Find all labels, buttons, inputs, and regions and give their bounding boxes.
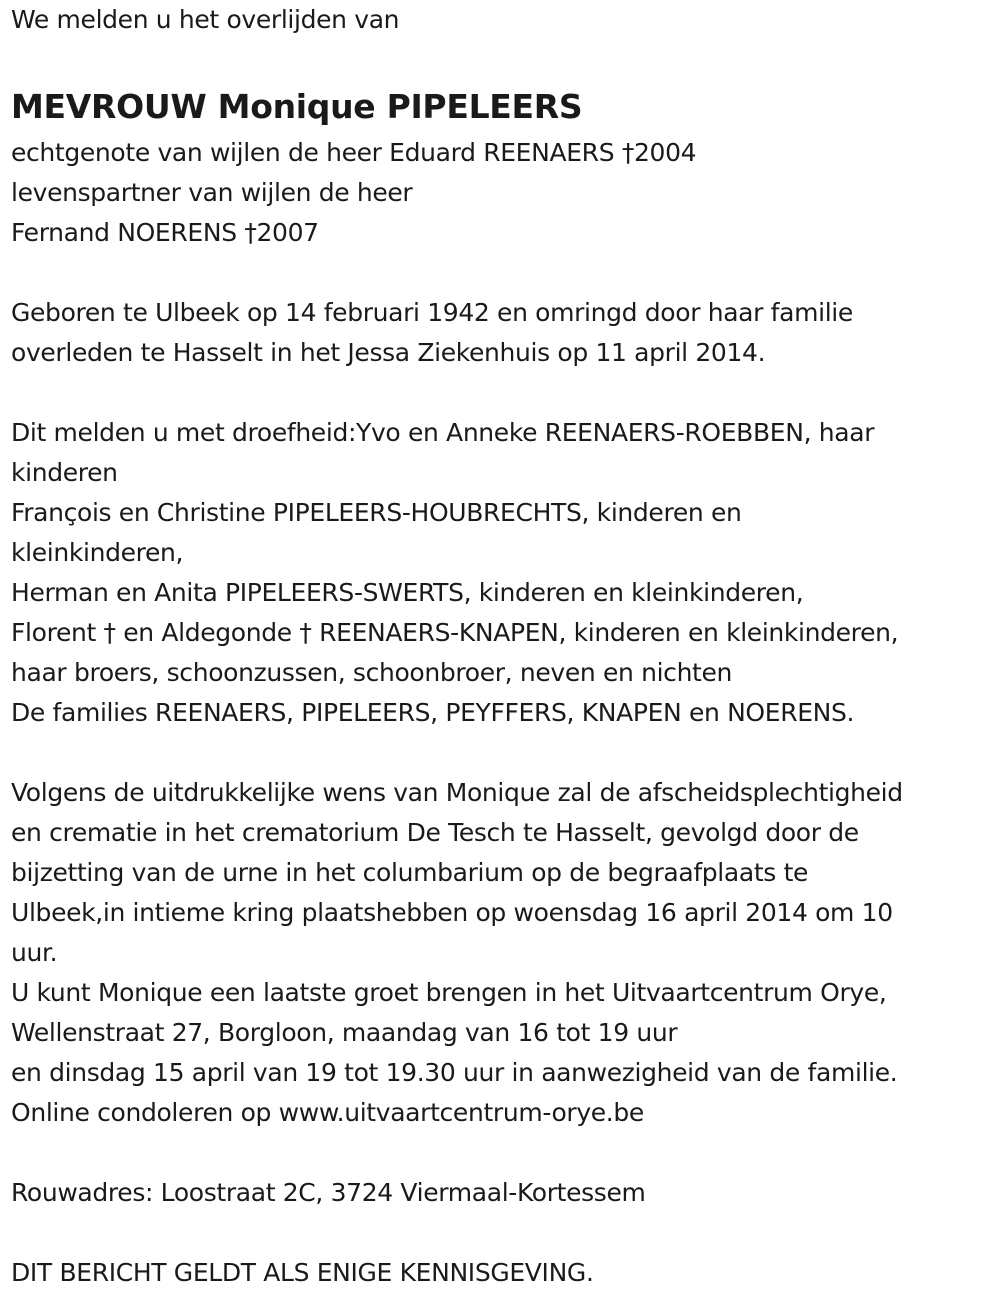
birth-line: Geboren te Ulbeek op 14 februari 1942 en omringd door haar familie	[11, 298, 853, 327]
notice-text: DIT BERICHT GELDT ALS ENIGE KENNISGEVING.	[11, 1258, 594, 1287]
mourner-line: De families REENAERS, PIPELEERS, PEYFFERS, KNAPEN en NOERENS.	[11, 698, 855, 727]
condolence-line: Online condoleren op www.uitvaartcentrum-orye.be	[11, 1098, 644, 1127]
ceremony-line: U kunt Monique een laatste groet brengen in het Uitvaartcentrum Orye,	[11, 978, 887, 1007]
ceremony-line: Wellenstraat 27, Borgloon, maandag van 16 tot 19 uur	[11, 1018, 678, 1047]
spacer	[11, 373, 991, 413]
mourning-address: Rouwadres: Loostraat 2C, 3724 Viermaal-Kortessem	[11, 1178, 646, 1207]
ceremony-line: bijzetting van de urne in het columbarium op de begraafplaats te	[11, 858, 809, 887]
ceremony-line: Volgens de uitdrukkelijke wens van Monique zal de afscheidsplechtigheid	[11, 778, 903, 807]
mourner-line: kinderen	[11, 458, 118, 487]
death-notice	[11, 0, 991, 1293]
relation-line: echtgenote van wijlen de heer Eduard REENAERS †2004	[11, 138, 697, 167]
ceremony-line: Ulbeek,in intieme kring plaatshebben op woensdag 16 april 2014 om 10	[11, 898, 893, 927]
mourner-line: Herman en Anita PIPELEERS-SWERTS, kinderen en kleinkinderen,	[11, 578, 804, 607]
mourners-block	[11, 413, 991, 733]
ceremony-line: en dinsdag 15 april van 19 tot 19.30 uur in aanwezigheid van de familie.	[11, 1058, 898, 1087]
relations-block	[11, 133, 991, 253]
mourner-line: haar broers, schoonzussen, schoonbroer, neven en nichten	[11, 658, 733, 687]
ceremony-line: uur.	[11, 938, 58, 967]
spacer	[11, 733, 991, 773]
spacer	[11, 253, 991, 293]
death-line: overleden te Hasselt in het Jessa Ziekenhuis op 11 april 2014.	[11, 338, 766, 367]
mourner-line: kleinkinderen,	[11, 538, 184, 567]
mourner-line: François en Christine PIPELEERS-HOUBRECHTS, kinderen en	[11, 498, 742, 527]
spacer	[11, 1213, 991, 1253]
intro-text: We melden u het overlijden van	[11, 5, 400, 34]
ceremony-line: en crematie in het crematorium De Tesch te Hasselt, gevolgd door de	[11, 818, 859, 847]
deceased-name: MEVROUW Monique PIPELEERS	[11, 87, 583, 126]
birth-death-block	[11, 293, 991, 373]
mourner-line: Florent † en Aldegonde † REENAERS-KNAPEN, kinderen en kleinkinderen,	[11, 618, 899, 647]
spacer	[11, 1133, 991, 1173]
ceremony-block	[11, 773, 991, 1133]
relation-line: Fernand NOERENS †2007	[11, 218, 319, 247]
mourner-line: Dit melden u met droefheid:Yvo en Anneke REENAERS-ROEBBEN, haar	[11, 418, 875, 447]
relation-line: levenspartner van wijlen de heer	[11, 178, 413, 207]
